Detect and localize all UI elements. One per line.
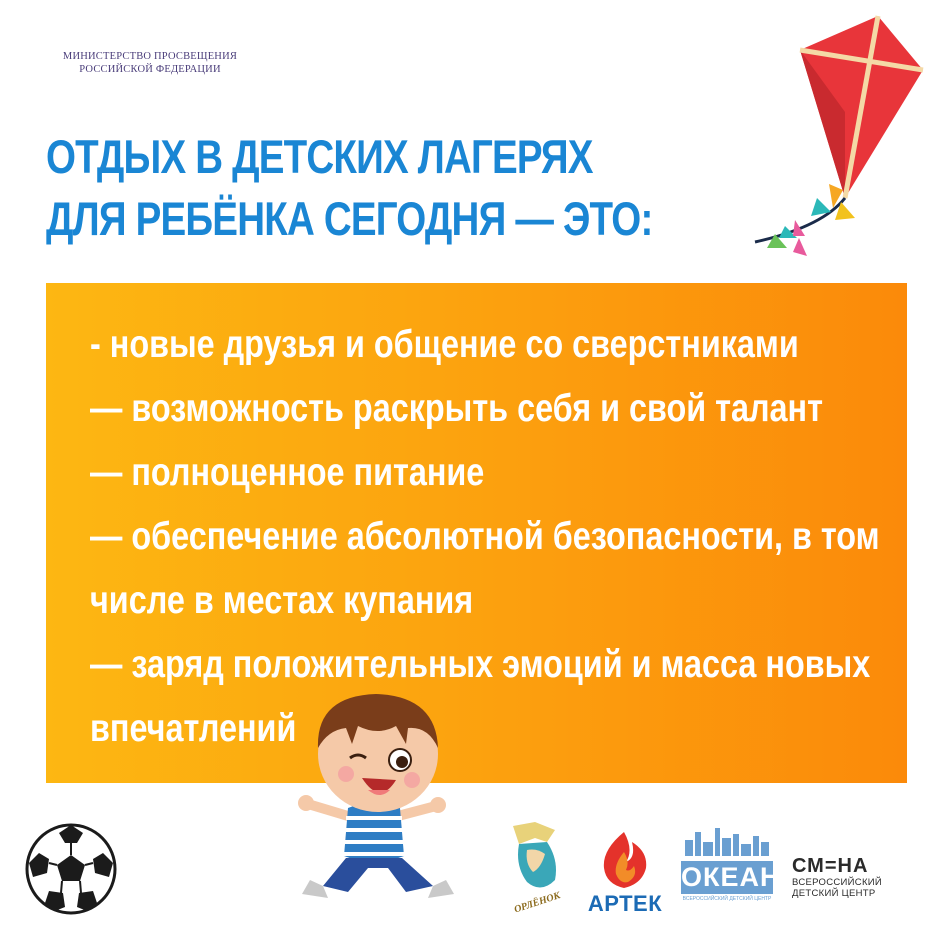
ministry-header (44, 50, 256, 76)
soccer-ball-icon (25, 823, 117, 915)
artek-label: АРТЕК (587, 891, 663, 916)
smena-line-2: ДЕТСКИЙ ЦЕНТР (792, 888, 876, 899)
benefit-item: - новые друзья и общение со сверстниками (90, 323, 799, 366)
page-title (46, 126, 652, 250)
smena-line-1: ВСЕРОССИЙСКИЙ (792, 877, 883, 888)
happy-boy-illustration (288, 686, 468, 911)
orlenok-logo (505, 820, 565, 917)
benefit-item: числе в местах купания (90, 579, 474, 622)
ministry-line-2: РОССИЙСКОЙ ФЕДЕРАЦИИ (79, 64, 221, 75)
artek-logo (584, 828, 666, 917)
okean-subtitle: ВСЕРОССИЙСКИЙ ДЕТСКИЙ ЦЕНТР (682, 896, 772, 902)
orlenok-emblem-icon (505, 820, 565, 912)
benefit-item: — возможность раскрыть себя и свой талант (90, 387, 823, 430)
title-line-2: ДЛЯ РЕБЁНКА СЕГОДНЯ — ЭТО: (46, 192, 653, 245)
benefits-list (90, 313, 887, 761)
kite-illustration (745, 12, 935, 262)
flame-icon (584, 828, 666, 890)
benefit-item: впечатлений (90, 707, 297, 750)
orlenok-label: ОРЛЁНОК (512, 890, 562, 912)
benefit-item: — обеспечение абсолютной безопасности, в том (90, 515, 880, 558)
benefit-item: — полноценное питание (90, 451, 485, 494)
okean-logo (681, 826, 781, 902)
benefit-item: — заряд положительных эмоций и масса новых (90, 643, 871, 686)
smena-logo (792, 855, 922, 899)
smena-label: СМ=НА (792, 855, 869, 877)
okean-label: ОКЕАН (681, 862, 781, 892)
skyline-icon (681, 826, 773, 856)
ministry-line-1: МИНИСТЕРСТВО ПРОСВЕЩЕНИЯ (62, 51, 238, 62)
title-line-1: ОТДЫХ В ДЕТСКИХ ЛАГЕРЯХ (46, 130, 593, 183)
